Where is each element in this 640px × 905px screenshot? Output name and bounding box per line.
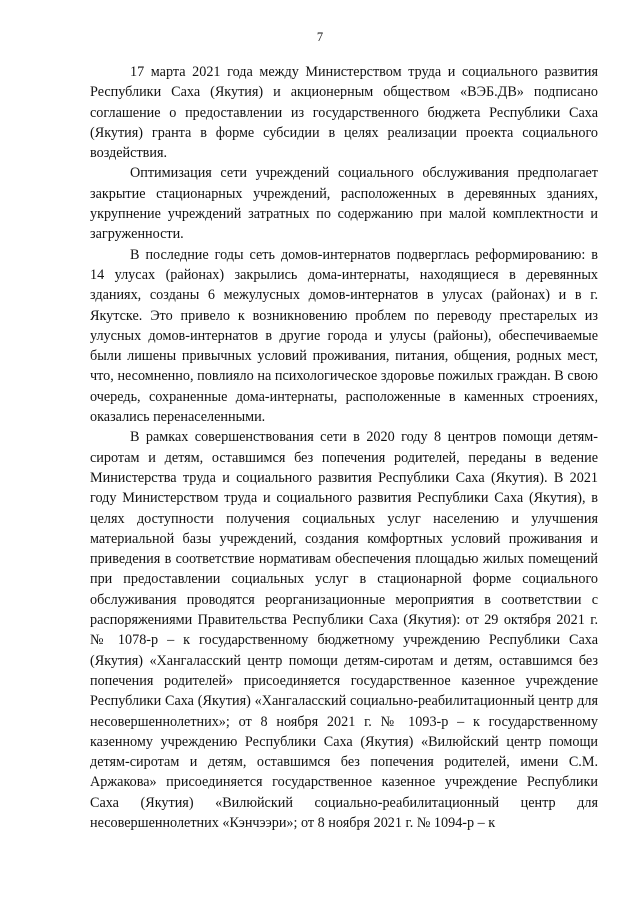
paragraph-network-optimization: Оптимизация сети учреждений социального обслуживания предполагает закрытие стационарных учреждений, расположенных в деревянных зданиях, укрупнение учреждений затратных по содержанию при малой комплектности и загруженности. — [90, 165, 598, 243]
page-number: 7 — [316, 30, 324, 44]
paragraph-grant-agreement: 17 марта 2021 года между Министерством труда и социального развития Республики Саха (Якутия) и акционерным обществом «ВЭБ.ДВ» подписано соглашение о предоставлении из государственного бюджета Республики Саха (Якутия) гранта в форме субсидии в целях реализации проекта социального воздействия. — [90, 64, 598, 162]
paragraph-boarding-homes-reform: В последние годы сеть домов-интернатов подверглась реформированию: в 14 улусах (районах) закрылись дома-интернаты, находящиеся в деревянных зданиях, созданы 6 межулусных домов-интернатов в улусах (районах) и в г. Якутске. Это привело к возникновению проблем по переводу престарелых из улусных домов-интернатов в другие города и улусы (районы), обеспечиваемые были лишены привычных условий проживания, питания, общения, родных мест, что, несомненно, повлияло на психологическое здоровье пожилых граждан. В свою очередь, сохраненные дома-интернаты, расположенные в каменных строениях, оказались перенаселенными. — [90, 246, 598, 426]
paragraph-orphan-centers-reorganization: В рамках совершенствования сети в 2020 году 8 центров помощи детям-сиротам и детям, оставшимся без попечения родителей, переданы в ведение Министерства труда и социального развития Республики Саха (Якутия). В 2021 году Министерством труда и социального развития Республики Саха (Якутия), в целях доступности получения социальных услуг населению и улучшения материальной базы учреждений, создания комфортных условий проживания и приведения в соответствие нормативам обеспечения площадью жилых помещений при предоставлении социальных услуг в стационарной форме социального обслуживания проводятся реорганизационные мероприятия в соответствии с распоряжениями Правительства Республики Саха (Якутия): от 29 октября 2021 г. № 1078-р – к государственному бюджетному учреждению Республики Саха (Якутия) «Хангаласский центр помощи детям-сиротам и детям, оставшимся без попечения родителей» присоединяется государственное казенное учреждение Республики Саха (Якутия) «Хангаласский социально-реабилитационный центр для несовершеннолетних»; от 8 ноября 2021 г. № 1093-р – к государственному казенному учреждению Республики Саха (Якутия) «Вилюйский центр помощи детям-сиротам и детям, оставшимся без попечения родителей, имени С.М. Аржакова» присоединяется государственное казенное учреждение Республики Саха (Якутия) «Вилюйский социально-реабилитационный центр для несовершеннолетних «Кэнчээри»; от 8 ноября 2021 г. № 1094-р – к — [90, 429, 598, 831]
document-body — [90, 62, 598, 833]
